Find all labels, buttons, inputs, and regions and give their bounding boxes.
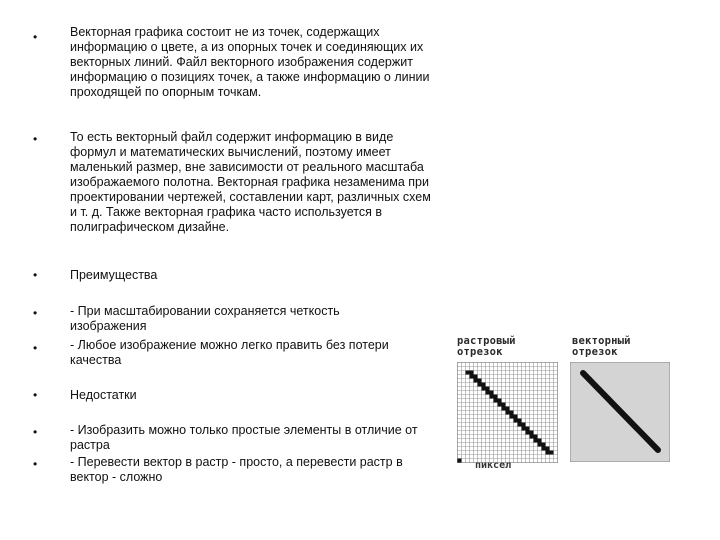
raster-pixel <box>478 383 482 387</box>
raster-pixel <box>474 379 478 383</box>
raster-pixel <box>494 395 498 399</box>
raster-pixel <box>510 411 514 415</box>
bullet-8: • <box>33 457 38 471</box>
bullet-7: • <box>33 425 38 439</box>
raster-pixel <box>490 391 494 395</box>
paragraph-vector-definition: Векторная графика состоит не из точек, содержащих информацию о цвете, а из опорных точек и соединяющих их векторных линий. Файл векторного изображения содержит информацию о позициях точек, а также информацию о линии проходящей по опорным точкам. <box>70 25 430 99</box>
raster-pixel <box>470 375 474 379</box>
disadvantage-2: - Перевести вектор в растр - просто, а перевести растр в вектор - сложно <box>70 455 403 484</box>
raster-pixel <box>518 419 522 423</box>
raster-pixel <box>534 439 538 443</box>
raster-pixel <box>514 415 518 419</box>
raster-pixel <box>538 443 542 447</box>
raster-pixel <box>518 423 522 427</box>
raster-pixel <box>542 443 546 447</box>
bullet-3: • <box>33 268 38 282</box>
raster-pixel <box>498 399 502 403</box>
raster-pixel <box>506 411 510 415</box>
raster-pixel <box>498 403 502 407</box>
disadvantage-1: - Изобразить можно только простые элементы в отличие от растра <box>70 423 418 452</box>
heading-disadvantages: Недостатки <box>70 388 137 402</box>
raster-pixel <box>514 419 518 423</box>
vector-line-box <box>570 362 670 462</box>
raster-pixel <box>466 371 470 375</box>
raster-pixel <box>550 451 554 455</box>
pixel-label: пиксел <box>475 460 512 471</box>
raster-label: растровый отрезок <box>457 335 516 358</box>
raster-pixel <box>538 439 542 443</box>
advantage-2: - Любое изображение можно легко править без потери качества <box>70 338 389 367</box>
bullet-1: • <box>33 30 38 44</box>
raster-pixel <box>486 391 490 395</box>
vector-label: векторный отрезок <box>572 335 631 358</box>
bullet-2: • <box>33 132 38 146</box>
bullet-4: • <box>33 306 38 320</box>
raster-pixel <box>526 427 530 431</box>
raster-pixel <box>482 387 486 391</box>
raster-pixel <box>486 387 490 391</box>
raster-pixel <box>522 427 526 431</box>
raster-vs-vector-figure <box>455 336 675 476</box>
raster-pixel <box>478 379 482 383</box>
pixel-marker <box>458 459 462 463</box>
raster-pixel <box>542 447 546 451</box>
raster-pixel <box>546 447 550 451</box>
raster-pixel <box>546 451 550 455</box>
paragraph-vector-file: То есть векторный файл содержит информацию в виде формул и математических вычислений, поэтому имеет маленький размер, вне зависимости от реального масштаба изображаемого полотна. Векторная графика незаменима при проектировании чертежей, составлении карт, различных схем и т. д. Также векторная графика часто используется в полиграфическом дизайне. <box>70 130 431 234</box>
raster-pixel <box>494 399 498 403</box>
raster-pixel <box>502 407 506 411</box>
bullet-6: • <box>33 388 38 402</box>
raster-pixel <box>522 423 526 427</box>
raster-pixel <box>482 383 486 387</box>
raster-pixel <box>502 403 506 407</box>
raster-pixel <box>470 371 474 375</box>
raster-line-grid <box>457 362 558 463</box>
raster-pixel <box>530 435 534 439</box>
heading-advantages: Преимущества <box>70 268 158 282</box>
raster-pixel <box>490 395 494 399</box>
raster-pixel <box>534 435 538 439</box>
raster-pixel <box>530 431 534 435</box>
raster-pixel <box>526 431 530 435</box>
bullet-5: • <box>33 341 38 355</box>
advantage-1: - При масштабировании сохраняется четкость изображения <box>70 304 340 333</box>
raster-pixel <box>510 415 514 419</box>
raster-pixel <box>474 375 478 379</box>
raster-pixel <box>506 407 510 411</box>
